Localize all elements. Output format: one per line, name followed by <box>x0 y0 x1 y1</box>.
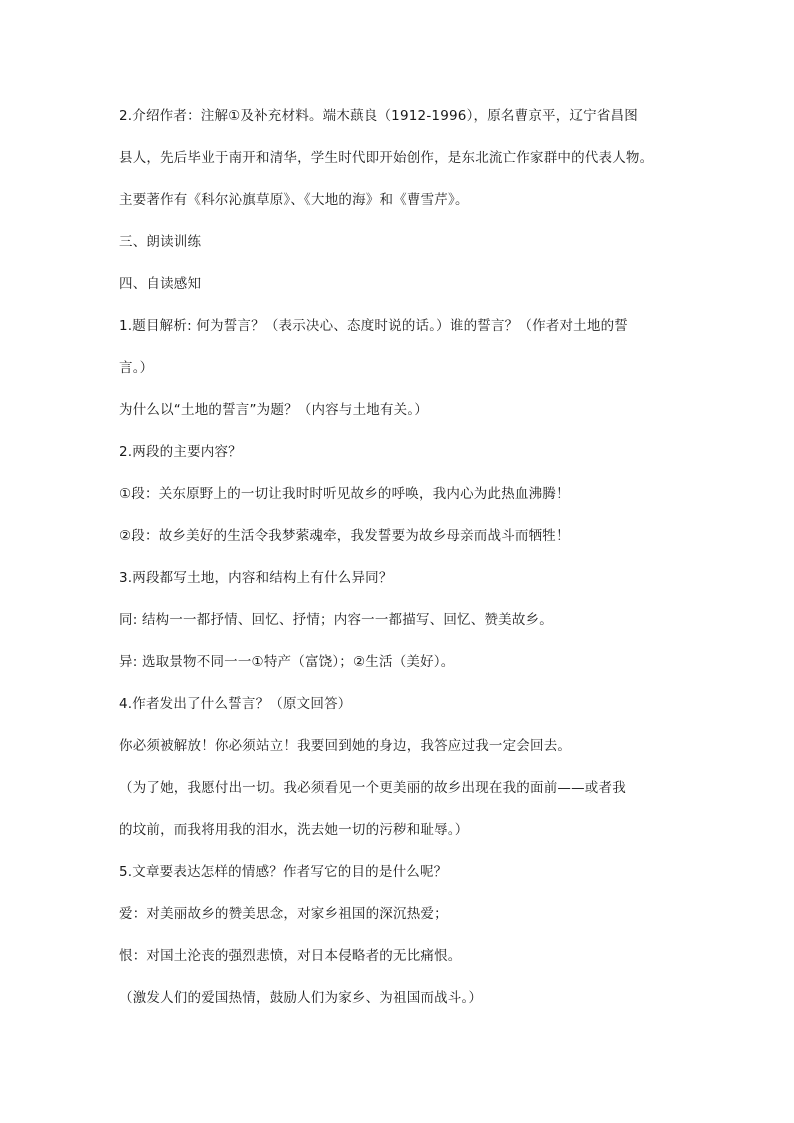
text-line-paragraph-two: ②段：故乡美好的生活令我梦萦魂牵，我发誓要为故乡母亲而战斗而牺牲！ <box>119 528 570 544</box>
text-line-main-content-question: 2.两段的主要内容？ <box>119 444 242 460</box>
text-line-oath-quote: 你必须被解放！你必须站立！我要回到她的身边，我答应过我一定会回去。 <box>119 738 572 754</box>
text-line-paragraph-one: ①段：关东原野上的一切让我时时听见故乡的呼唤，我内心为此热血沸腾！ <box>119 486 570 502</box>
text-line-oath-quote-cont: （为了她，我愿付出一切。我必须看见一个更美丽的故乡出现在我的面前——或者我 <box>119 780 626 796</box>
text-line-hate: 恨：对国土沦丧的强烈悲愤，对日本侵略者的无比痛恨。 <box>119 948 462 964</box>
text-line-title-reason: 为什么以“土地的誓言”为题？（内容与土地有关。） <box>119 402 429 418</box>
text-line-similarities-question: 3.两段都写土地，内容和结构上有什么异同？ <box>119 570 393 586</box>
text-line-purpose: （激发人们的爱国热情，鼓励人们为家乡、为祖国而战斗。） <box>119 990 483 1006</box>
text-line-similarities: 同: 结构一一都抒情、回忆、抒情；内容一一都描写、回忆、赞美故乡。 <box>119 612 553 628</box>
text-line-author-intro: 2.介绍作者：注解①及补充材料。端木蕻良（1912-1996），原名曹京平，辽宁省昌图 <box>119 108 638 124</box>
text-line-oath-quote-end: 的坟前，而我将用我的泪水，洗去她一切的污秽和耻辱。） <box>119 822 469 838</box>
section-heading-reading-training: 三、朗读训练 <box>119 234 202 250</box>
text-line-author-bio: 县人，先后毕业于南开和清华，学生时代即开始创作，是东北流亡作家群中的代表人物。 <box>119 150 654 166</box>
text-line-title-analysis-cont: 言。） <box>119 360 154 376</box>
text-line-differences: 异: 选取景物不同一一①特产（富饶）；②生活（美好）。 <box>119 654 455 670</box>
text-line-main-works: 主要著作有《科尔沁旗草原》、《大地的海》和《曹雪芹》。 <box>119 192 469 208</box>
text-line-love: 爱：对美丽故乡的赞美思念，对家乡祖国的深沉热爱； <box>119 906 448 922</box>
text-line-oath-question: 4.作者发出了什么誓言？（原文回答） <box>119 696 352 712</box>
text-line-emotion-question: 5.文章要表达怎样的情感？作者写它的目的是什么呢？ <box>119 864 448 880</box>
text-line-title-analysis: 1.题目解析: 何为誓言？（表示决心、态度时说的话。）谁的誓言？（作者对土地的誓 <box>119 318 628 334</box>
section-heading-self-reading: 四、自读感知 <box>119 276 202 292</box>
